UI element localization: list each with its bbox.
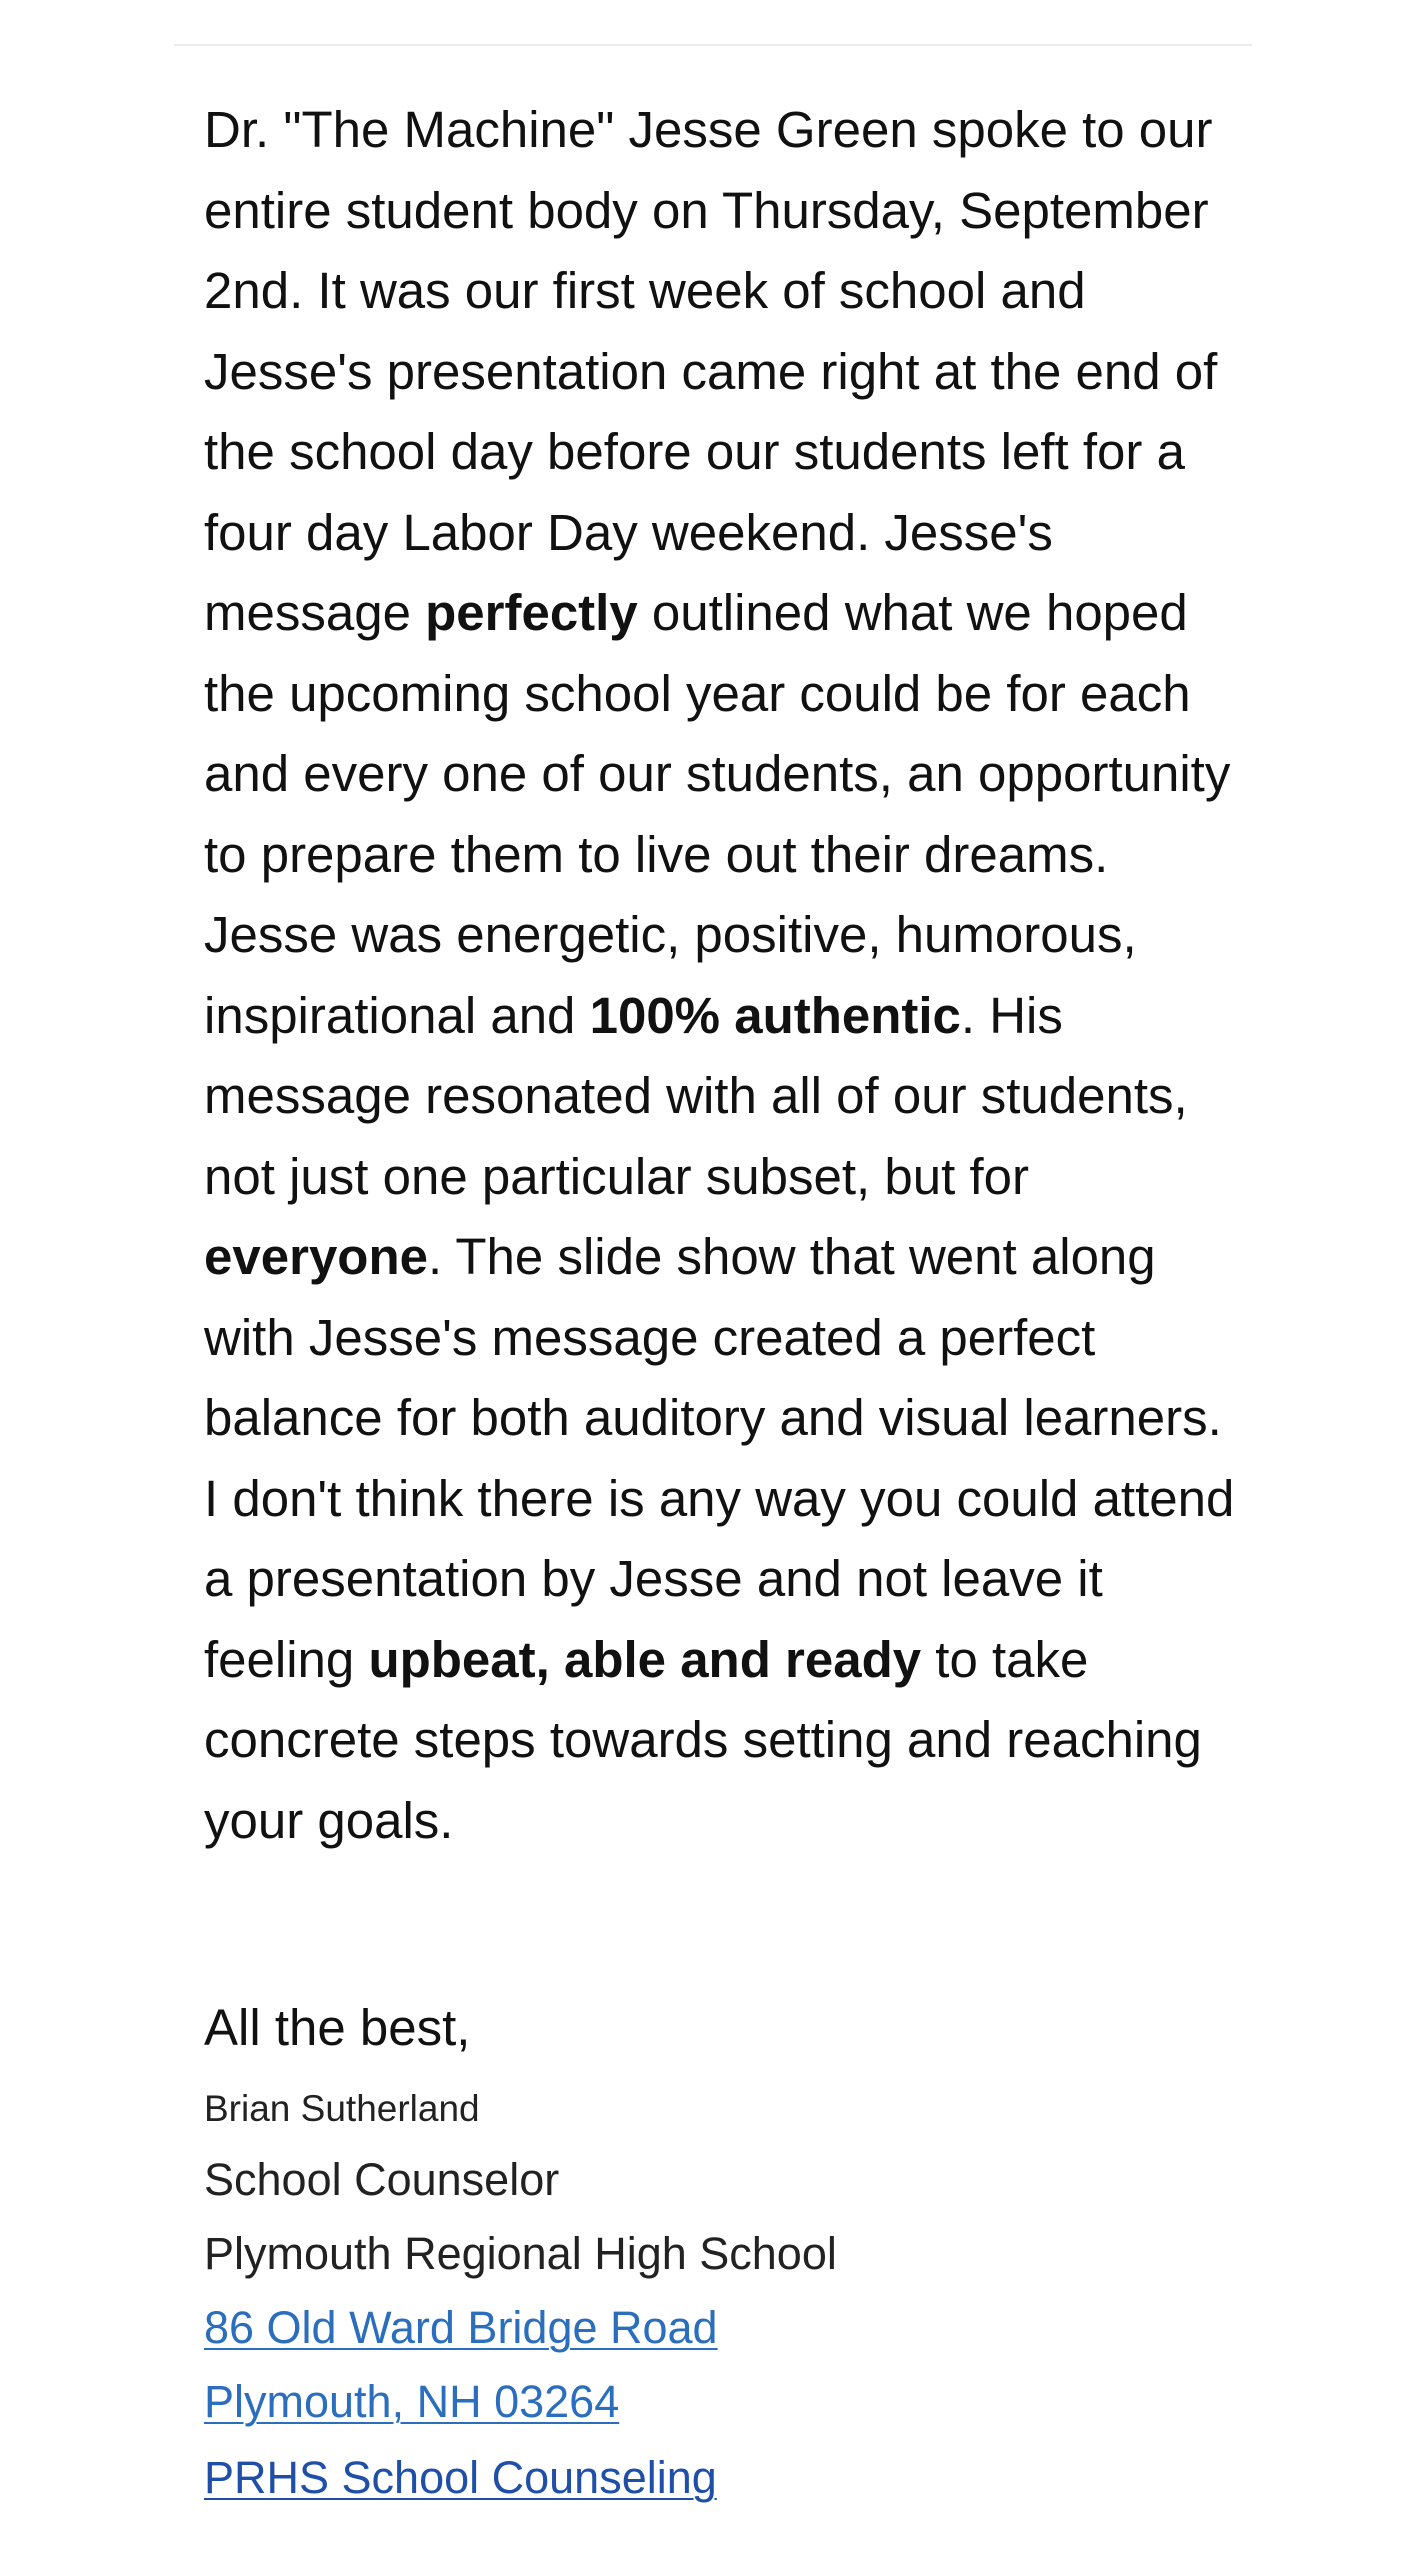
signature-school: Plymouth Regional High School	[204, 2228, 837, 2279]
body-text-2: outlined what we hoped the upcoming school year could be for each and every one of our students, an opportunity to prepare them to live out their dreams. Jesse was energetic, positive, humorous, inspirational and	[204, 584, 1231, 1044]
body-text-5: to take concrete steps towards setting and reaching your goals.	[204, 1630, 1202, 1849]
bold-authentic: 100% authentic	[589, 986, 961, 1044]
school-counseling-link[interactable]: PRHS School Counseling	[204, 2452, 717, 2503]
signature-name: Brian Sutherland	[204, 2088, 480, 2129]
bold-perfectly: perfectly	[425, 584, 638, 641]
closing-line: All the best,	[204, 1999, 471, 2056]
address-city-link[interactable]: Plymouth, NH 03264	[204, 2376, 620, 2427]
body-text-4: . The slide show that went along with Jesse's message created a perfect balance for both auditory and visual learners. I don't think there is any way you could attend a presentation by Jesse and not leave it feeling	[204, 1228, 1235, 1688]
bold-upbeat: upbeat, able and ready	[368, 1630, 922, 1688]
body-text-1: Dr. "The Machine" Jesse Green spoke to our entire student body on Thursday, September 2nd. It was our first week of school and Jesse's presentation came right at the end of the school day before our students left for a four day Labor Day weekend. Jesse's message	[204, 101, 1218, 641]
signature-title: School Counselor	[204, 2154, 560, 2205]
address-street-link[interactable]: 86 Old Ward Bridge Road	[204, 2302, 718, 2353]
bold-everyone: everyone	[204, 1228, 428, 1285]
top-divider	[174, 44, 1252, 46]
letter-body	[204, 90, 1244, 1861]
body-text-3: . His message resonated with all of our students, not just one particular subset, but for	[204, 986, 1188, 1205]
